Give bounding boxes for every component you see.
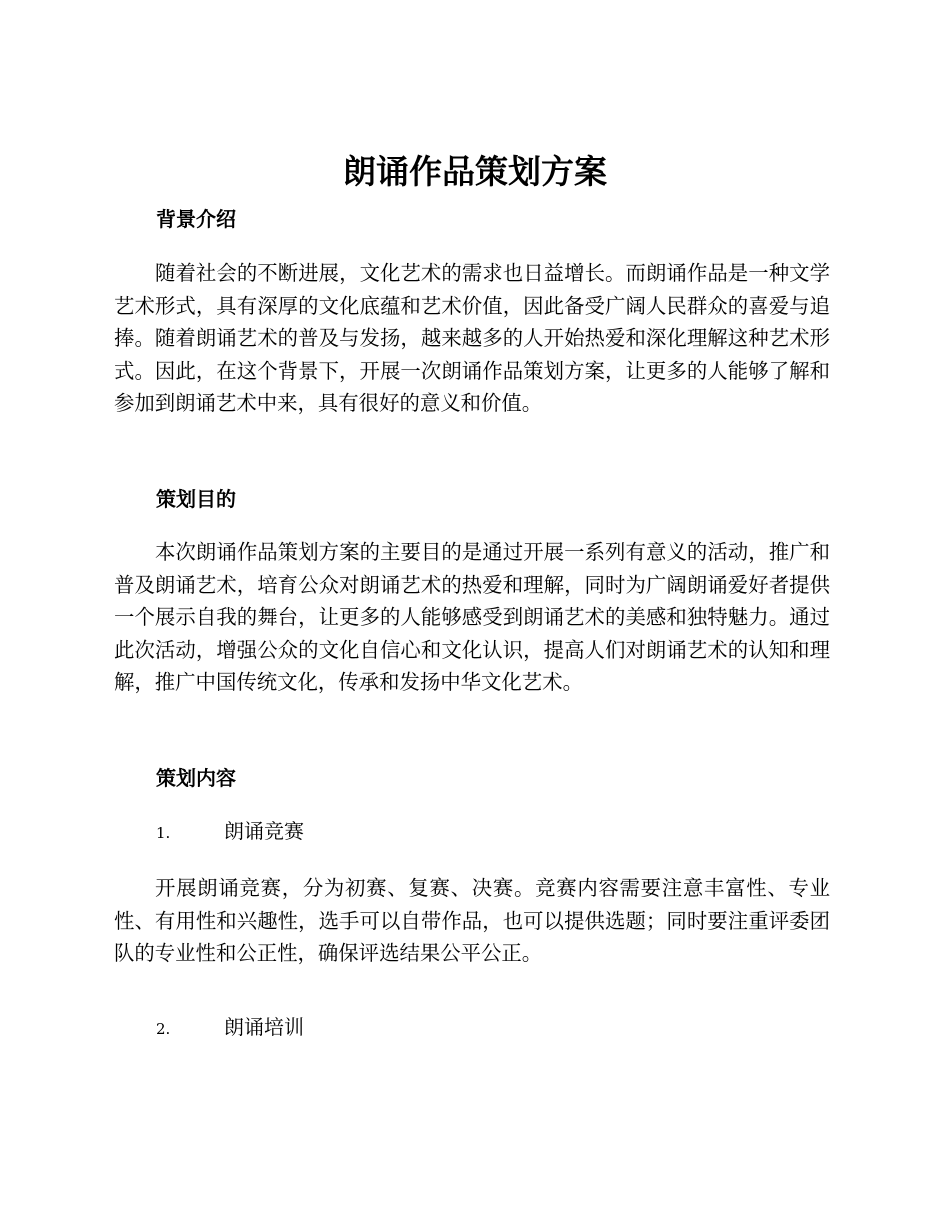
- list-item-number: 2.: [156, 1020, 171, 1038]
- list-item-number: 1.: [156, 824, 171, 842]
- section-body-background: 随着社会的不断进展，文化艺术的需求也日益增长。而朗诵作品是一种文学艺术形式，具有深厚的文化底蕴和艺术价值，因此备受广阔人民群众的喜爱与追捧。随着朗诵艺术的普及与发扬，越来越多的人开始热爱和深化理解这种艺术形式。因此，在这个背景下，开展一次朗诵作品策划方案，让更多的人能够了解和参加到朗诵艺术中来，具有很好的意义和价值。: [114, 261, 830, 415]
- list-item-label: 朗诵培训: [224, 1015, 304, 1039]
- list-item-label: 朗诵竞赛: [224, 819, 304, 843]
- document-title: 朗诵作品策划方案: [343, 152, 607, 191]
- list-item-body-competition: 开展朗诵竞赛，分为初赛、复赛、决赛。竞赛内容需要注意丰富性、专业性、有用性和兴趣性，选手可以自带作品，也可以提供选题；同时要注重评委团队的专业性和公正性，确保评选结果公平公正。: [114, 876, 830, 965]
- section-heading-background: 背景介绍: [156, 207, 236, 231]
- section-heading-purpose: 策划目的: [156, 487, 236, 511]
- list-item-1: [156, 816, 304, 848]
- list-item-2: [156, 1012, 304, 1044]
- section-heading-content: 策划内容: [156, 766, 236, 790]
- section-body-purpose: 本次朗诵作品策划方案的主要目的是通过开展一系列有意义的活动，推广和普及朗诵艺术，培育公众对朗诵艺术的热爱和理解，同时为广阔朗诵爱好者提供一个展示自我的舞台，让更多的人能够感受到朗诵艺术的美感和独特魅力。通过此次活动，增强公众的文化自信心和文化认识，提高人们对朗诵艺术的认知和理解，推广中国传统文化，传承和发扬中华文化艺术。: [114, 540, 830, 694]
